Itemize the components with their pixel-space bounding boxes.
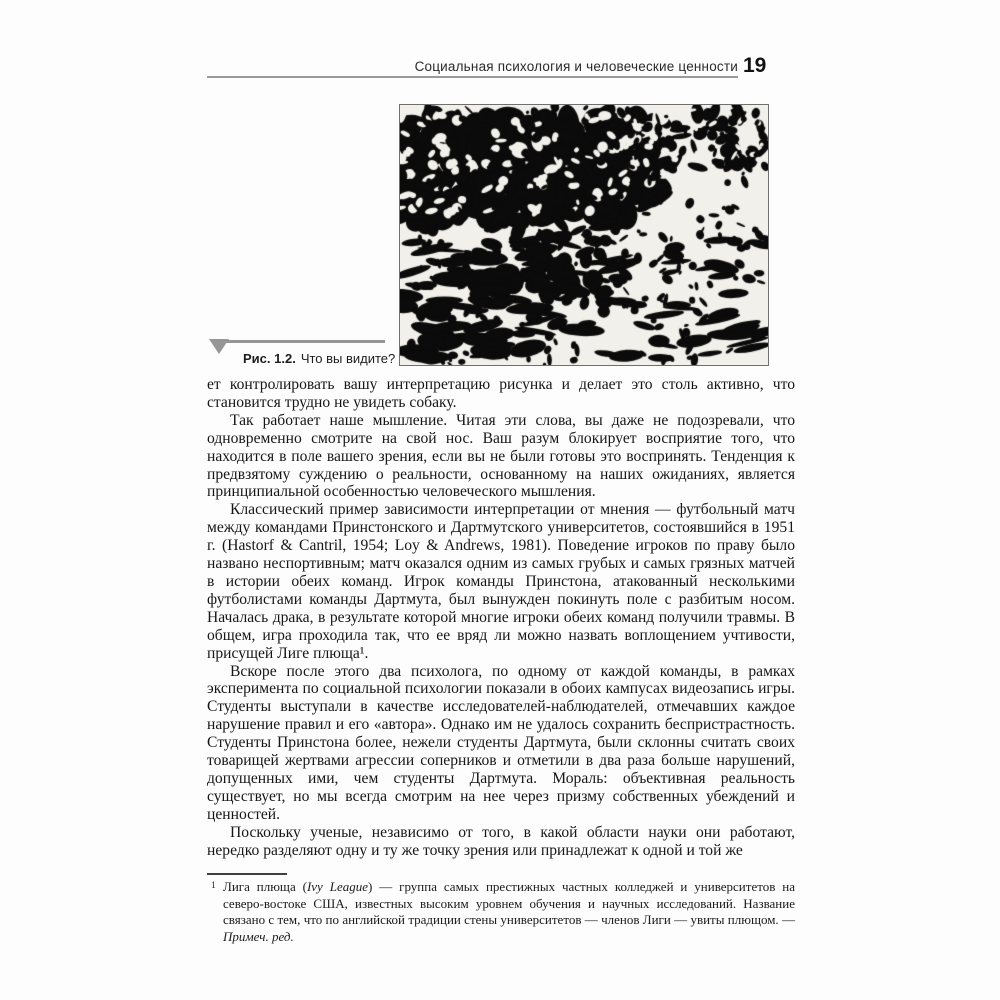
paragraph-experiment: Вскоре после этого два психолога, по одному от каждой команды, в рамках эксперимента по социальной психологии показали в обоих кампусах видеозапись игры. Студенты выступали в качестве исследователей-наблюдателей, отмечавших каждое нарушение правил и его «автора». Однако им не удалось сохранить беспристрастность. Студенты Принстона более, нежели студенты Дартмута, были склонны считать своих товарищей жертвами агрессии соперников и отметили в два раза больше нарушений, допущенных ими, чем студенты Дартмута. Мораль: объективная реальность существует, но мы всегда смотрим на нее через призму собственных убеждений и ценностей. xyxy=(207,662,795,823)
caption-pointer-line xyxy=(216,340,385,343)
footnote-text-part1: Лига плюща ( xyxy=(223,879,307,894)
footnote xyxy=(207,879,795,945)
footnote-text xyxy=(223,879,795,944)
body-text xyxy=(207,376,795,859)
header-rule xyxy=(207,76,738,78)
footnote-ivy-league-term: Ivy League xyxy=(306,879,368,894)
dalmatian-canvas xyxy=(400,105,768,365)
footnote-marker: 1 xyxy=(211,881,216,891)
dalmatian-illusion-image xyxy=(399,104,769,366)
figure-caption-label: Рис. 1.2. xyxy=(243,351,296,366)
footnote-text-part2: ) — группа самых престижных частных колледжей и университетов на северо-востоке США, известных высоким уровнем обучения и научных исследований. Название связано с тем, что по английской традиции стены университетов — членов Лиги — увиты плющом. — xyxy=(223,879,795,928)
figure-caption xyxy=(243,351,395,366)
paragraph-scientists: Поскольку ученые, независимо от того, в какой области науки они работают, нередко разделяют одну и ту же точку зрения или принадлежат к одной и той же xyxy=(207,823,795,859)
paragraph-continuation: ет контролировать вашу интерпретацию рисунка и делает это столь активно, что становится трудно не увидеть собаку. xyxy=(207,376,795,411)
paragraph-thinking: Так работает наше мышление. Читая эти слова, вы даже не подозревали, что одновременно смотрите на свой нос. Ваш разум блокирует восприятие того, что находится в поле вашего зрения, если вы не были готовы это воспринять. Тенденция к предвзятому суждению о реальности, основанному на наших ожиданиях, является принципиальной особенностью человеческого мышления. xyxy=(207,411,795,501)
running-title: Социальная психология и человеческие ценности xyxy=(414,59,738,74)
paragraph-football-match: Классический пример зависимости интерпретации от мнения — футбольный матч между командами Принстонского и Дартмутского университетов, состоявшийся в 1951 г. (Hastorf & Cantril, 1954; Loy & Andrews, 1981). Поведение игроков по праву было названо неспортивным; матч оказался одним из самых грубых и самых грязных матчей в истории обеих команд. Игрок команды Принстона, атакованный несколькими футболистами команды Дартмута, был вынужден покинуть поле с разбитым носом. Началась драка, в результате которой многие игроки обеих команд получили травмы. В общем, игра проходила так, что ее вряд ли можно назвать воплощением учтивости, присущей Лиге плюща¹. xyxy=(207,501,795,662)
footnote-editor-note: Примеч. ред. xyxy=(223,928,294,944)
page-number: 19 xyxy=(743,54,767,77)
caption-pointer-triangle-icon xyxy=(209,339,229,354)
footnote-separator xyxy=(207,873,287,875)
figure-caption-text: Что вы видите? xyxy=(300,351,396,366)
